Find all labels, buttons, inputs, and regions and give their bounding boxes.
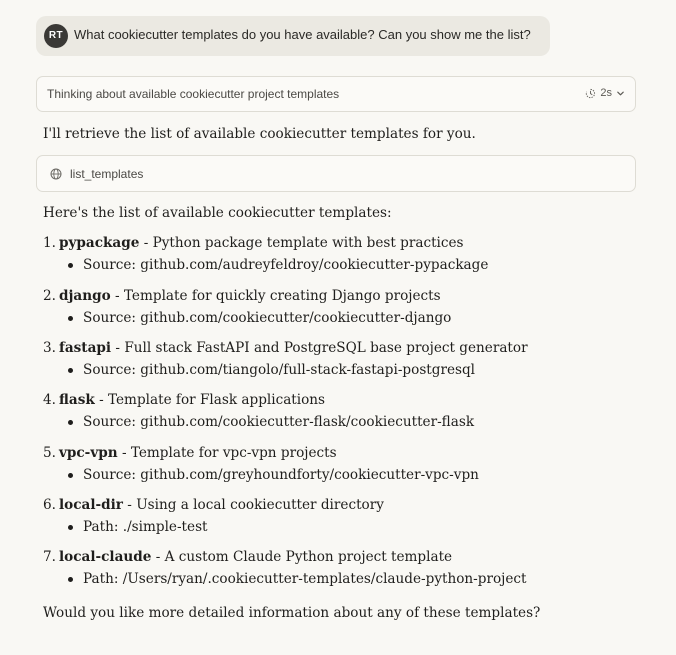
bullet <box>68 316 73 321</box>
bullet <box>68 525 73 530</box>
template-name: pypackage <box>59 235 140 251</box>
template-description: - A custom Claude Python project template <box>151 549 453 565</box>
template-detail: Path: ./simple-test <box>83 519 208 535</box>
template-detail: Source: github.com/greyhoundforty/cookiecutter-vpc-vpn <box>83 467 479 483</box>
template-detail: Path: /Users/ryan/.cookiecutter-templates/claude-python-project <box>83 571 527 587</box>
template-detail: Source: github.com/cookiecutter/cookiecutter-django <box>83 310 452 326</box>
list-intro-text: Here's the list of available cookiecutter templates: <box>43 205 392 221</box>
template-description: - Python package template with best practices <box>139 235 464 251</box>
assistant-intro-text: I'll retrieve the list of available cookiecutter templates for you. <box>43 126 476 142</box>
thinking-duration: 2s <box>600 87 612 99</box>
bullet <box>68 263 73 268</box>
avatar[interactable]: RT <box>44 24 68 48</box>
template-item <box>43 337 643 381</box>
template-description: - Template for vpc-vpn projects <box>117 445 337 461</box>
item-number: 3. <box>43 340 56 356</box>
template-description: - Using a local cookiecutter directory <box>122 497 384 513</box>
bullet <box>68 473 73 478</box>
bullet <box>68 368 73 373</box>
item-number: 4. <box>43 392 56 408</box>
template-item <box>43 285 643 329</box>
template-description: - Template for Flask applications <box>94 392 326 408</box>
thinking-toggle[interactable] <box>585 87 625 99</box>
user-message-bubble <box>36 16 550 56</box>
template-name: flask <box>59 392 95 408</box>
template-name: fastapi <box>59 340 112 356</box>
timer-icon <box>585 88 596 99</box>
user-message-text: What cookiecutter templates do you have available? Can you show me the list? <box>74 27 531 42</box>
tool-call-panel[interactable] <box>36 155 636 192</box>
thinking-label: Thinking about available cookiecutter project templates <box>47 87 340 101</box>
template-name: vpc-vpn <box>59 445 118 461</box>
template-detail: Source: github.com/audreyfeldroy/cookiecutter-pypackage <box>83 257 489 273</box>
item-number: 6. <box>43 497 56 513</box>
closing-question-text: Would you like more detailed information about any of these templates? <box>43 605 541 621</box>
template-name: django <box>59 288 111 304</box>
template-name: local-claude <box>59 549 152 565</box>
item-number: 7. <box>43 549 56 565</box>
template-description: - Full stack FastAPI and PostgreSQL base project generator <box>111 340 528 356</box>
template-item <box>43 494 643 538</box>
template-detail: Source: github.com/cookiecutter-flask/cookiecutter-flask <box>83 414 475 430</box>
item-number: 5. <box>43 445 56 461</box>
template-item <box>43 442 643 486</box>
template-detail: Source: github.com/tiangolo/full-stack-fastapi-postgresql <box>83 362 476 378</box>
thinking-panel[interactable] <box>36 76 636 112</box>
item-number: 1. <box>43 235 56 251</box>
item-number: 2. <box>43 288 56 304</box>
globe-icon <box>50 168 62 180</box>
tool-call-name: list_templates <box>70 167 144 181</box>
template-item <box>43 546 643 590</box>
bullet <box>68 577 73 582</box>
template-name: local-dir <box>59 497 123 513</box>
bullet <box>68 420 73 425</box>
template-item <box>43 389 643 433</box>
template-item <box>43 232 643 276</box>
chevron-down-icon <box>616 89 625 98</box>
template-description: - Template for quickly creating Django projects <box>110 288 441 304</box>
